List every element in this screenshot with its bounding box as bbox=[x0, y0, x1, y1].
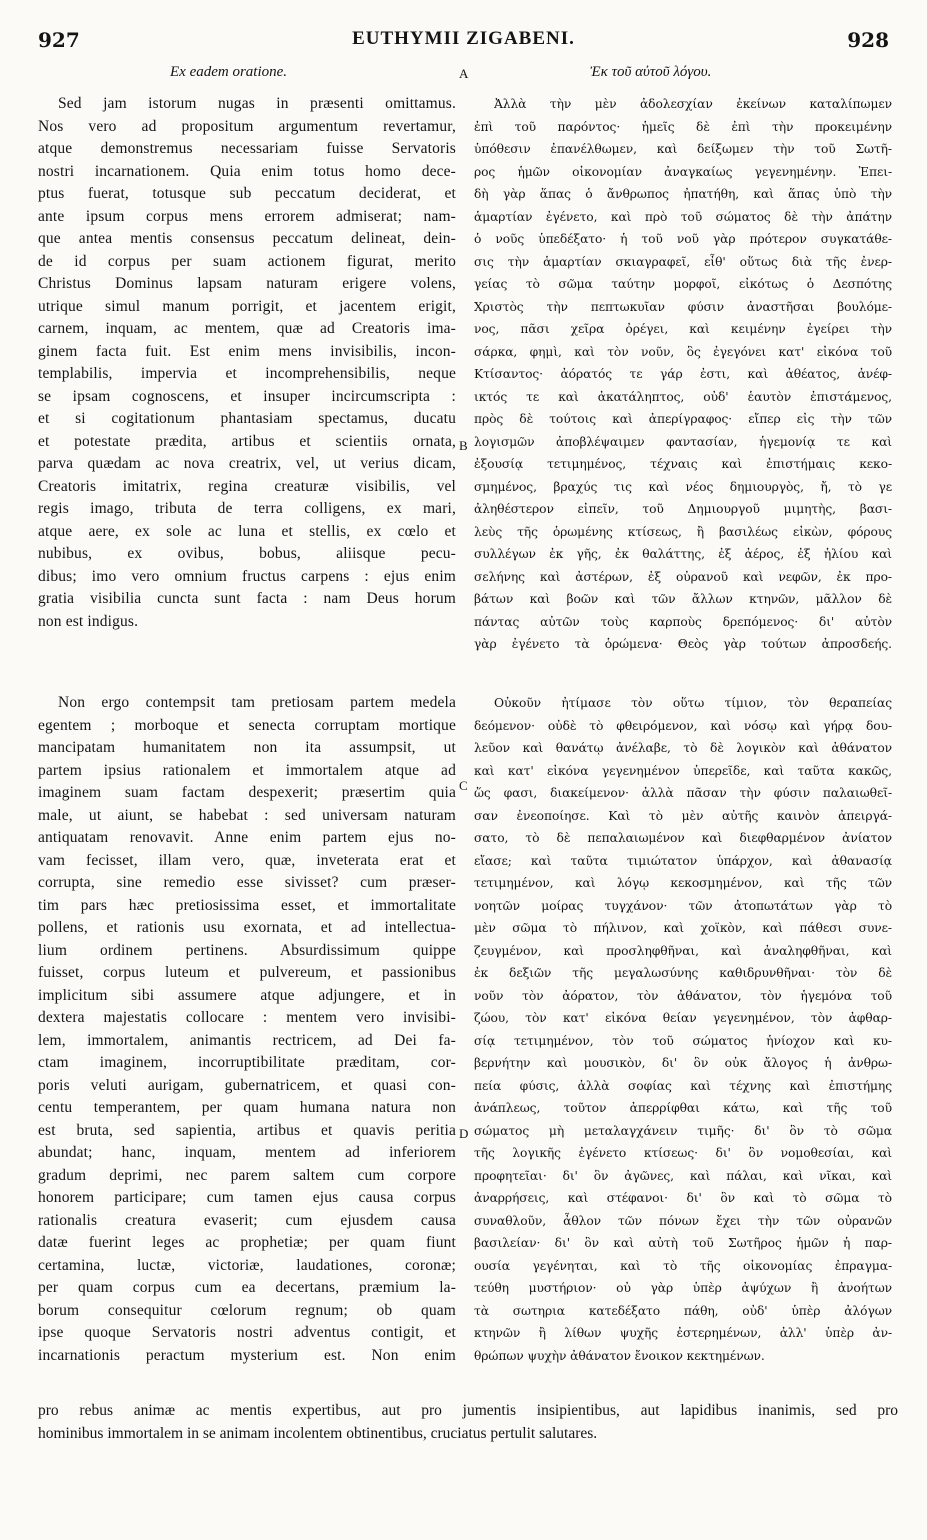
text-line: nubibus, ex ovibus, bobus, aliisque pecu- bbox=[38, 545, 456, 562]
page-number-right: 928 bbox=[847, 28, 889, 52]
text-line: σελήνης καὶ ἀστέρων, ἐξ οὐρανοῦ καὶ νεφῶν, ἐκ προ- bbox=[474, 569, 892, 584]
text-line: se ipsam cognoscens, et insuper incircumscripta : bbox=[38, 387, 456, 405]
text-line: τετιμημένον, καὶ λόγῳ κεκοσμημένον, καὶ τῆς τῶν bbox=[474, 876, 892, 890]
text-line: templabilis, impervia et incomprehensibilis, neque bbox=[38, 365, 456, 382]
text-line: προφητεῖαι· δι' ὃν ἀγῶνες, καὶ πάλαι, καὶ νῖκαι, καὶ bbox=[474, 1168, 892, 1183]
text-line: poris veluti aurigam, gubernatricem, et quasi con- bbox=[38, 1076, 456, 1094]
text-line: ἐκ δεξιῶν τῆς μεγαλωσύνης καθιδρυνθῆναι· τὸν δὲ bbox=[474, 966, 892, 980]
text-line: de id corpus per suam actionem figurat, merito bbox=[38, 252, 456, 270]
text-line: συναθλοῦν, ἆθλον τῶν πόνων ἔχει τὴν τῶν οὐρανῶν bbox=[474, 1213, 892, 1228]
text-line: lem, immortalem, animantis rectricem, ad Dei fa- bbox=[38, 1031, 456, 1049]
text-line: partem ipsius rationalem et immortalem atque ad bbox=[38, 761, 456, 779]
text-line: Christus Dominus lapsam naturam erigere volens, bbox=[38, 275, 456, 292]
text-line: atque demonstremus necessariam fuisse Servatoris bbox=[38, 140, 456, 157]
text-line: ctam imaginem, incorruptibilitate præditam, cor- bbox=[38, 1054, 456, 1071]
text-line: πρὸς δὲ τούτοις καὶ ἀπερίγραφος· εἴπερ εἰς τὴν τῶν bbox=[474, 412, 892, 426]
text-line: ἐξουσίᾳ τετιμημένος, τέχναις καὶ ἐπιστήμαις κεκο- bbox=[474, 457, 892, 471]
text-line: ipse quoque Servatoris nostri adventus contigit, et bbox=[38, 1324, 456, 1341]
text-line: male, ut aiunt, se habebat : sed universam naturam bbox=[38, 806, 456, 824]
text-line: νοῦν τὸν ἀόρατον, τὸν ἀθάνατον, τὸν ἡγεμόνα τοῦ bbox=[474, 988, 892, 1003]
text-line: honorem participare; cum tamen ejus causa corpus bbox=[38, 1189, 456, 1206]
text-line: fuisset, corpus luteum et pulvereum, et passionibus bbox=[38, 964, 456, 981]
text-line: ὑπόθεσιν ἐπανέλθωμεν, καὶ δείξωμεν τὴν τοῦ Σωτῆ- bbox=[474, 142, 892, 156]
text-line: ἀναρρήσεις, καὶ στέφανοι· δι' ὃν καὶ τὸ σῶμα τὸ bbox=[474, 1191, 892, 1205]
latin-subheading: Ex eadem oratione. bbox=[170, 64, 288, 80]
text-line: δεόμενον· οὐδὲ τὸ φθειρόμενον, καὶ νόσῳ καὶ γήρᾳ δου- bbox=[474, 718, 892, 733]
text-line: τεύθη μυστήριον· οὐ γὰρ ὑπὲρ ἀψύχων ἢ ἀνοήτων bbox=[474, 1281, 892, 1295]
text-line: καὶ κατ' εἰκόνα γεγενημένον ὑπερεῖδε, καὶ ταῦτα κακῶς, bbox=[474, 763, 892, 778]
text-line: βασιλείαν· δι' ὃν καὶ αὐτὴ τοῦ Σωτῆρος ἡμῶν ἡ παρ- bbox=[474, 1236, 892, 1250]
greek-paragraph-2 bbox=[474, 692, 892, 1367]
text-line: hominibus immortalem in se animam incolentem obtinentibus, cruciatus pertulit salutares. bbox=[38, 1424, 598, 1442]
text-line: mancipatam humanitatem non ita assumpsit, ut bbox=[38, 739, 456, 756]
text-line: βάτων καὶ βοῶν καὶ τῶν ἄλλων κτηνῶν, μᾶλλον δὲ bbox=[474, 592, 892, 606]
text-line: centu temperantem, per quam humana natura non bbox=[38, 1099, 456, 1116]
closing-lines bbox=[38, 1400, 898, 1445]
text-line: σίᾳ τετιμημένον, τὸν τοῦ σώματος ἡνίοχον καὶ κυ- bbox=[474, 1033, 892, 1048]
text-line: borum consequitur cœlorum regnum; ob quam bbox=[38, 1301, 456, 1319]
text-line: ante ipsum corpus mens errorem admiserat; nam- bbox=[38, 207, 456, 225]
text-line: σώματος μὴ μεταλαγχάνειν τιμῆς· δι' ὃν τὸ σῶμα bbox=[474, 1123, 892, 1138]
text-line: πάντας αὐτῶν τοὺς καρποὺς δρεπόμενος· δι' αὐτὸν bbox=[474, 614, 892, 629]
text-line: regis imago, tributa de terra colligens, ex mari, bbox=[38, 500, 456, 517]
text-line: datæ fuerint leges ac prophetiæ; per quam fiunt bbox=[38, 1234, 456, 1251]
text-line: θρώπων ψυχὴν ἀθάνατον ἔνοικον κεκτημένων. bbox=[474, 1348, 765, 1363]
text-line: imaginem suam factam despexerit; præsertim quia bbox=[38, 784, 456, 801]
text-line: σις τὴν ἁμαρτίαν σκιαγραφεῖ, εἶθ' οὕτως διὰ τῆς ἐνερ- bbox=[474, 254, 892, 269]
text-line: et potestate prædita, artibus et scientiis ornata, bbox=[38, 432, 456, 450]
text-line: carnem, inquam, ac mentem, quæ ad Creatoris ima- bbox=[38, 320, 456, 337]
text-line: νοητῶν μοίρας τυγχάνον· τῶν ἀτοπωτάτων γὰρ τὸ bbox=[474, 898, 892, 913]
text-line: et si cogitationum phantasiam spectamus, ducatu bbox=[38, 410, 456, 427]
text-line: gratia visibilia cuncta sunt facta : nam Deus horum bbox=[38, 590, 456, 607]
text-line: dextera majestatis collocare : mentem vero invisibi- bbox=[38, 1009, 456, 1026]
text-line: ὥς φασι, διακείμενον· ἀλλὰ πᾶσαν τὴν φύσιν παλαιωθεῖ- bbox=[474, 786, 892, 800]
text-line: Sed jam istorum nugas in præsenti omittamus. bbox=[58, 95, 456, 112]
text-line: ρος ἡμῶν οἰκονομίαν ἀναγκαίως γεγενημένην. Ἐπει- bbox=[474, 164, 892, 179]
text-line: lium ordinem pertinens. Absurdissimum quippe bbox=[38, 941, 456, 959]
margin-letter-d: D bbox=[459, 1126, 469, 1141]
text-line: nostri incarnationem. Quia enim totus homo dece- bbox=[38, 162, 456, 180]
text-line: abundat; hanc, inquam, mentem ad inferiorem bbox=[38, 1144, 456, 1161]
text-line: Creatoris imitatrix, regina creaturæ visibilis, vel bbox=[38, 477, 456, 495]
text-line: parva quædam ac nova creatrix, vel, ut verius dicam, bbox=[38, 455, 456, 472]
latin-paragraph-2 bbox=[38, 692, 456, 1367]
text-line: τῆς λογικῆς ἐγένετο κτίσεως· δι' ὃν νομοθεσίαι, καὶ bbox=[474, 1146, 892, 1160]
page-number-left: 927 bbox=[38, 28, 80, 52]
text-line: tim pars hæc pretiosissima esset, et immortalitate bbox=[38, 896, 456, 914]
text-line: λεῦον καὶ θανάτῳ ἀνέλαβε, τὸ δὲ λογικὸν καὶ ἀθάνατον bbox=[474, 741, 892, 755]
margin-letter-c: C bbox=[459, 778, 468, 793]
text-line: λεὺς τῆς ὁρωμένης κτίσεως, ἢ βασιλέως εἰκὼν, φόρους bbox=[474, 524, 892, 539]
text-line: antiquatam renovavit. Anne enim partem ejus no- bbox=[38, 829, 456, 846]
greek-paragraph-1 bbox=[474, 93, 892, 656]
text-line: τὰ σωτηρια κατεδέξατο πάθη, οὐδ' ὑπὲρ ἀλόγων bbox=[474, 1303, 892, 1318]
text-line: rationalis creatura evaserit; cum ejusdem causa bbox=[38, 1211, 456, 1229]
text-line: δὴ γὰρ ἅπας ὁ ἄνθρωπος ἠπατήθη, καὶ ἅπας ὑπὸ τὴν bbox=[474, 187, 892, 201]
text-line: γείας τὸ σῶμα ταύτην μορφοῖ, εἰκότως ὁ Δεσπότης bbox=[474, 277, 892, 291]
latin-paragraph-1 bbox=[38, 93, 456, 633]
text-line: ικτός τε καὶ ἀκατάληπτος, οὐδ' ἑαυτὸν ἐπιστάμενος, bbox=[474, 389, 892, 404]
text-line: egentem ; morboque et senecta corruptam mortique bbox=[38, 716, 456, 734]
margin-letter-b: B bbox=[459, 438, 468, 453]
text-line: est bruta, sed sapientia, artibus et quavis peritia bbox=[38, 1121, 456, 1139]
text-line: Κτίσαντος· ἀόρατός τε γάρ ἐστι, καὶ ἀθέατος, ἀνέφ- bbox=[474, 367, 892, 381]
text-line: gradum deprimi, nec parem saltem cum corpore bbox=[38, 1166, 456, 1184]
text-line: atque aere, ex sole ac luna et stellis, ex cœlo et bbox=[38, 522, 456, 540]
text-line: utrique simul manum porrigit, et jacentem erigit, bbox=[38, 297, 456, 315]
text-line: que antea mentis consensus peccatum delineat, dein- bbox=[38, 230, 456, 247]
text-line: ἁμαρτίαν ἐγένετο, καὶ πρὸ τοῦ σώματος δὲ τὴν ἀπάτην bbox=[474, 209, 892, 224]
text-line: Nos vero ad propositum argumentum revertamur, bbox=[38, 117, 456, 135]
text-line: per quam corpus cum ea decertans, præmium la- bbox=[38, 1279, 456, 1296]
text-line: ζευγμένον, καὶ προσληφθῆναι, καὶ ἀναληφθῆναι, καὶ bbox=[474, 943, 892, 958]
text-line: μὲν σῶμα τὸ πήλινον, καὶ χοϊκὸν, καὶ πάθεσι συνε- bbox=[474, 921, 892, 935]
greek-subheading: Ἐκ τοῦ αὐτοῦ λόγου. bbox=[590, 64, 712, 80]
text-line: σαν ἐνεοποίησε. Καὶ τὸ μὲν αὐτῆς καινὸν ἀπειργά- bbox=[474, 808, 892, 823]
text-line: ἐπὶ τοῦ παρόντος· ἡμεῖς δὲ ἐπὶ τὴν προκειμένην bbox=[474, 119, 892, 134]
text-line: βερνήτην καὶ μουσικὸν, δι' ὃν οὐκ ἄλογος ἡ ἀνθρω- bbox=[474, 1056, 892, 1070]
text-line: pollens, et rationis usu exornata, et ad intellectua- bbox=[38, 919, 456, 936]
text-line: ὁ νοῦς ὑπεδέξατο· ἡ τοῦ νοῦ γὰρ πρότερον συγκατάθε- bbox=[474, 232, 892, 246]
text-line: λογισμῶν ἀποβλέψαιμεν φαντασίαν, ἡγεμονίᾳ τε καὶ bbox=[474, 434, 892, 449]
text-line: κτηνῶν ἢ λίθων ψυχῆς ἐστερημένων, ἀλλ' ὑπὲρ ἀν- bbox=[474, 1326, 892, 1340]
text-line: σμημένος, βραχύς τις καὶ νέος δημιουργὸς, ἤ, τὸ γε bbox=[474, 479, 892, 494]
text-line: incarnationis peractum mysterium est. Non enim bbox=[38, 1346, 456, 1364]
text-line: σάρκα, φημὶ, καὶ τὸν νοῦν, ὃς ἐγεγόνει κατ' εἰκόνα τοῦ bbox=[474, 344, 892, 359]
text-line: ptus fuerat, totusque sub peccatum deciderat, et bbox=[38, 185, 456, 202]
text-line: ginem facta fuit. Est enim mens invisibilis, incon- bbox=[38, 342, 456, 360]
text-line: ἀνάπλεως, τοῦτον ἀπερρίφθαι κάτω, καὶ τῆς τοῦ bbox=[474, 1101, 892, 1115]
text-line: ζώου, τὸν κατ' εἰκόνα θείαν γεγενημένον, τὸν ἀφθαρ- bbox=[474, 1011, 892, 1025]
text-line: σατο, τὸ δὲ πεπαλαιωμένον καὶ διεφθαρμένον ἀνίατον bbox=[474, 831, 892, 845]
text-line: non est indigus. bbox=[38, 612, 139, 630]
running-head: EUTHYMII ZIGABENI. bbox=[352, 28, 575, 49]
text-line: Χριστὸς τὴν πεπτωκυῖαν φύσιν ἀναστῆσαι βουλόμε- bbox=[474, 299, 892, 314]
text-line: ουσία γεγένηται, καὶ τὸ τῆς οἰκονομίας ἐπραγμα- bbox=[474, 1258, 892, 1273]
text-line: Ἀλλὰ τὴν μὲν ἀδολεσχίαν ἐκείνων καταλίπωμεν bbox=[494, 97, 892, 111]
text-line: Non ergo contempsit tam pretiosam partem medela bbox=[58, 694, 456, 711]
text-line: pro rebus animæ ac mentis expertibus, aut pro jumentis insipientibus, aut lapidibus inanimis, sed pro bbox=[38, 1402, 898, 1419]
text-line: γὰρ ἐγένετο τὰ ὁρώμενα· Θεὸς γὰρ τούτων ἀπροσδεής. bbox=[474, 637, 892, 651]
text-line: certamina, luctæ, victoriæ, laudationes, coronæ; bbox=[38, 1256, 456, 1274]
text-line: implicitum sibi assumere atque adjungere, et in bbox=[38, 986, 456, 1004]
text-line: συλλέγων ἐκ γῆς, ἐκ θαλάττης, ἐξ ἀέρος, ἐξ ἡλίου καὶ bbox=[474, 547, 892, 561]
text-line: ἀληθέστερον εἰπεῖν, τοῦ Δημιουργοῦ μιμητὴς, βασι- bbox=[474, 502, 892, 516]
margin-letter-a: A bbox=[459, 66, 469, 81]
text-line: πεία φύσις, ἀλλὰ σοφίας καὶ τέχνης καὶ ἐπιστήμης bbox=[474, 1078, 892, 1093]
text-line: corrupta, sine remedio esse sivisset? cum præser- bbox=[38, 874, 456, 891]
text-line: vam fecisset, illam vero, quæ, inveterata erat et bbox=[38, 851, 456, 869]
text-line: εἴασε; καὶ ταῦτα τιμιώτατον ὑπάρχον, καὶ ἀθανασίᾳ bbox=[474, 853, 892, 868]
text-line: νος, πᾶσι χεῖρα ὀρέγει, καὶ κειμένην ἐγείρει τὴν bbox=[474, 322, 892, 336]
text-line: dibus; imo vero omnium fructus carpens : ejus enim bbox=[38, 567, 456, 585]
text-line: Οὐκοῦν ἠτίμασε τὸν οὕτω τίμιον, τὸν θεραπείας bbox=[494, 696, 892, 710]
